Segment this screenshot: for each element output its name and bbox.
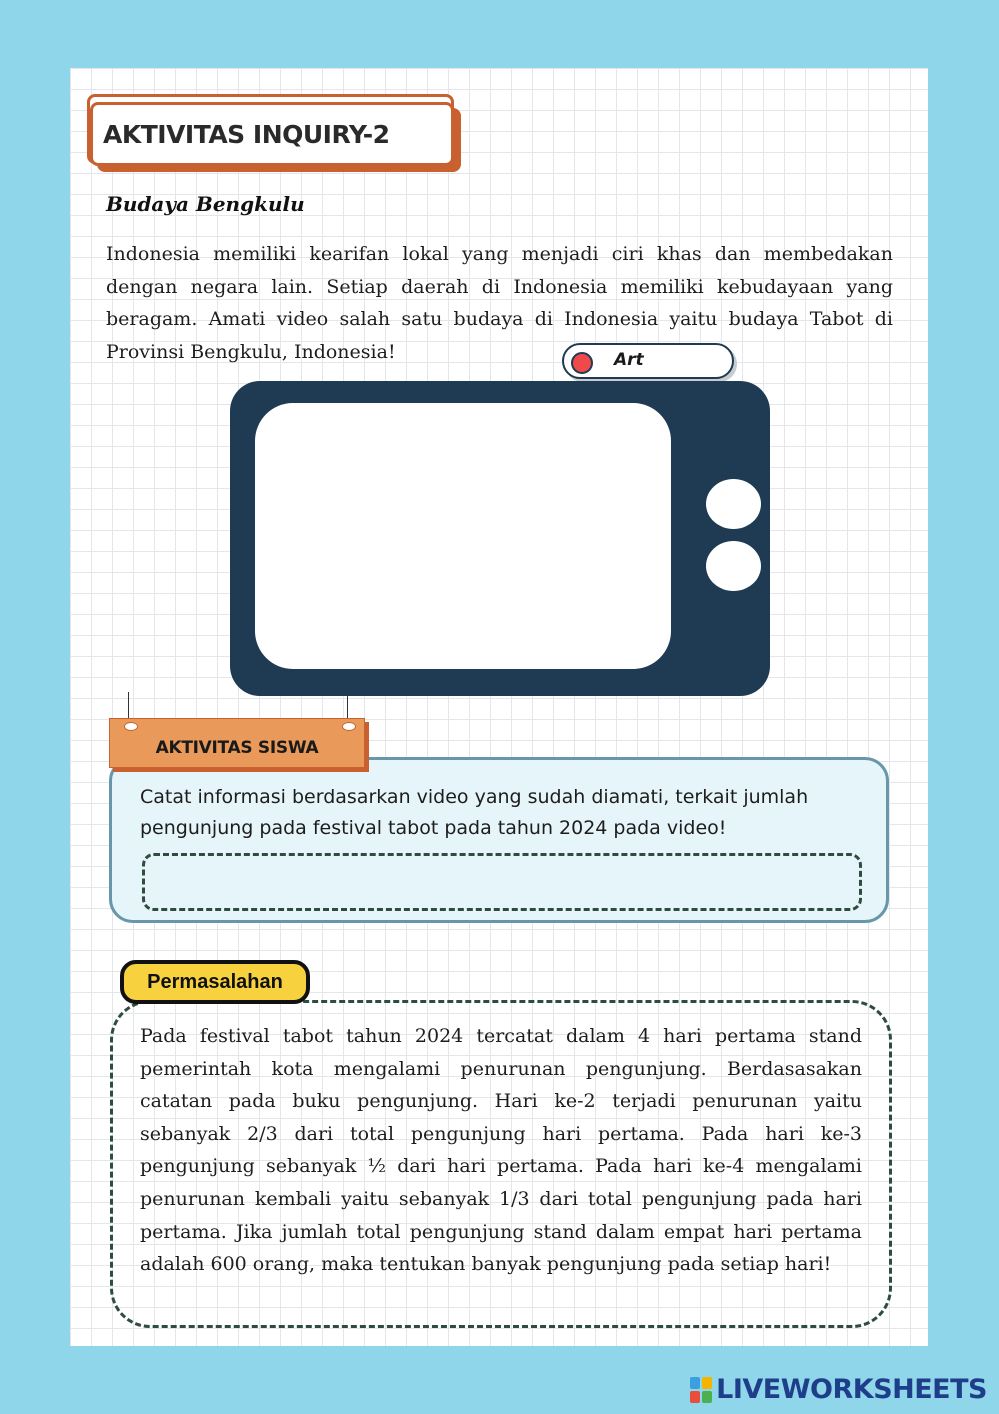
liveworksheets-logo-icon	[690, 1377, 712, 1403]
brand-footer[interactable]	[690, 1374, 987, 1405]
page-title: AKTIVITAS INQUIRY-2	[103, 119, 390, 149]
activity-instruction: Catat informasi berdasarkan video yang sudah diamati, terkait jumlah pengunjung pada festival tabot pada tahun 2024 pada video!	[140, 786, 809, 839]
worksheet-page	[70, 68, 928, 1346]
intro-paragraph: Indonesia memiliki kearifan lokal yang menjadi ciri khas dan membedakan dengan negara lain. Setiap daerah di Indonesia memiliki kebudayaan yang beragam. Amati video salah satu budaya di Indonesia yaitu budaya Tabot di Provinsi Bengkulu, Indonesia!	[106, 243, 893, 363]
section-subtitle: Budaya Bengkulu	[106, 192, 305, 216]
tv-label-bar	[656, 353, 706, 369]
video-screen[interactable]	[255, 403, 671, 669]
activity-box	[109, 757, 889, 923]
title-banner	[90, 102, 454, 166]
problem-badge	[120, 960, 310, 1004]
tv-knob-icon	[706, 479, 761, 529]
tv-knob-icon	[706, 541, 761, 591]
record-dot-icon	[571, 352, 593, 374]
problem-text: Pada festival tabot tahun 2024 tercatat dalam 4 hari pertama stand pemerintah kota mengalami penurunan pengunjung. Berdasasakan catatan pada buku pengunjung. Hari ke-2 terjadi penurunan yaitu sebanyak 2/3 dari total pengunjung hari pertama. Pada hari ke-3 pengunjung sebanyak ½ dari hari pertama. Pada hari ke-4 mengalami penurunan kembali yaitu sebanyak 1/3 dari total pengunjung pada hari pertama. Jika jumlah total pengunjung stand dalam empat hari pertama adalah 600 orang, maka tentukan banyak pengunjung pada setiap hari!	[140, 1025, 862, 1276]
tv-channel-label	[562, 343, 734, 379]
tag-hole-icon	[124, 722, 138, 731]
tag-hole-icon	[342, 722, 356, 731]
video-player-tv[interactable]	[230, 381, 770, 696]
tv-label-text: Art	[614, 350, 644, 370]
answer-input[interactable]	[142, 853, 862, 911]
activity-tag-label: AKTIVITAS SISWA	[155, 738, 319, 758]
problem-badge-label: Permasalahan	[147, 970, 283, 993]
activity-tag	[109, 718, 365, 768]
brand-name: LIVEWORKSHEETS	[716, 1374, 987, 1405]
